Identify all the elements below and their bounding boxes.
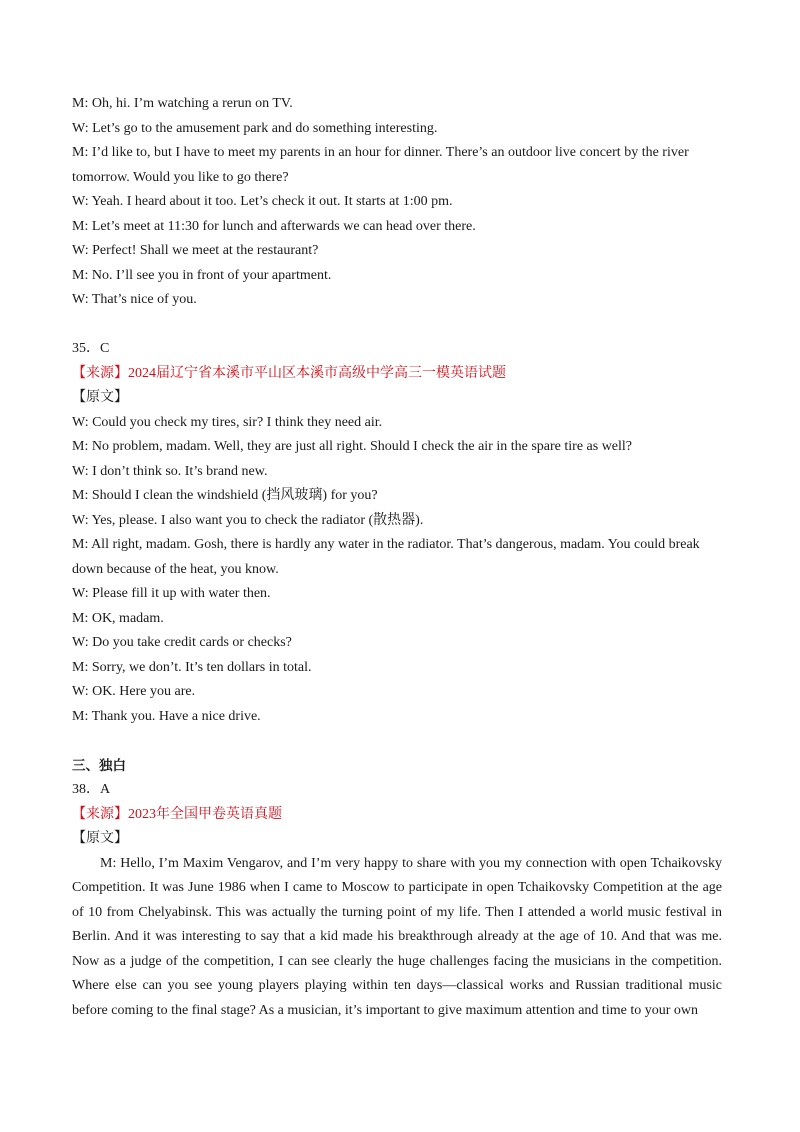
monologue-paragraph: M: Hello, I’m Maxim Vengarov, and I’m very happy to share with you my connection with open Tchaikovsky Competition. It was June 1986 when I came to Moscow to participate in open Tchaikovsky Competition at the age of 10 from Chelyabinsk. This was actually the turning point of my life. Then I attended a world music festival in Berlin. And it was interesting to say that a kid made his breakthrough already at the age of 10. And that was me. Now as a judge of the competition, I can see clearly the huge challenges facing the musicians in the competition. Where else can you see young players playing within ten days—classical works and Russian traditional music before coming to the final stage? As a musician, it’s important to give maximum attention and time to your own — [72, 855, 722, 1018]
dialogue-line: M: Oh, hi. I’m watching a rerun on TV. — [72, 96, 293, 111]
dialogue-line: W: Yes, please. I also want you to check the radiator (散热器). — [72, 512, 424, 528]
original-text-label: 【原文】 — [72, 831, 128, 846]
dialogue-line: W: Let’s go to the amusement park and do something interesting. — [72, 120, 438, 136]
dialogue-line: W: Perfect! Shall we meet at the restaurant? — [72, 243, 319, 258]
dialogue-line: W: Do you take credit cards or checks? — [72, 635, 292, 650]
dialogue-line: W: That’s nice of you. — [72, 292, 197, 307]
dialogue-line: W: I don’t think so. It’s brand new. — [72, 463, 268, 479]
spacer — [72, 729, 722, 754]
dialogue-line: M: All right, madam. Gosh, there is hardly any water in the radiator. That’s dangerous, madam. You could break down because of the heat, you know. — [72, 537, 700, 577]
section-heading: 三、独白 — [72, 757, 126, 774]
source-line: 【来源】2023年全国甲卷英语真题 — [72, 806, 282, 822]
answer-label: 35．C — [72, 341, 110, 356]
answer-label: 38．A — [72, 782, 111, 797]
dialogue-line: M: Sorry, we don’t. It’s ten dollars in total. — [72, 659, 312, 675]
dialogue-line: M: No problem, madam. Well, they are just all right. Should I check the air in the spare tire as well? — [72, 439, 633, 454]
dialogue-line: W: Please fill it up with water then. — [72, 586, 271, 601]
dialogue-line: W: Yeah. I heard about it too. Let’s check it out. It starts at 1:00 pm. — [72, 194, 453, 209]
dialogue-line: M: Let’s meet at 11:30 for lunch and afterwards we can head over there. — [72, 218, 476, 234]
section-3-block — [72, 754, 722, 1024]
source-line: 【来源】2024届辽宁省本溪市平山区本溪市高级中学高三一模英语试题 — [72, 365, 506, 381]
question-35-block — [72, 337, 722, 729]
dialogue-line: W: Could you check my tires, sir? I think they need air. — [72, 414, 383, 430]
dialogue-1 — [72, 92, 722, 313]
dialogue-line: M: OK, madam. — [72, 610, 164, 626]
document-body — [72, 92, 722, 1023]
dialogue-line: M: I’d like to, but I have to meet my parents in an hour for dinner. There’s an outdoor live concert by the river tomorrow. Would you like to go there? — [72, 145, 689, 185]
dialogue-line: M: Should I clean the windshield (挡风玻璃) for you? — [72, 488, 378, 503]
original-text-label: 【原文】 — [72, 390, 128, 405]
dialogue-line: M: No. I’ll see you in front of your apartment. — [72, 267, 332, 283]
dialogue-line: W: OK. Here you are. — [72, 684, 196, 699]
spacer — [72, 313, 722, 338]
dialogue-line: M: Thank you. Have a nice drive. — [72, 708, 261, 724]
